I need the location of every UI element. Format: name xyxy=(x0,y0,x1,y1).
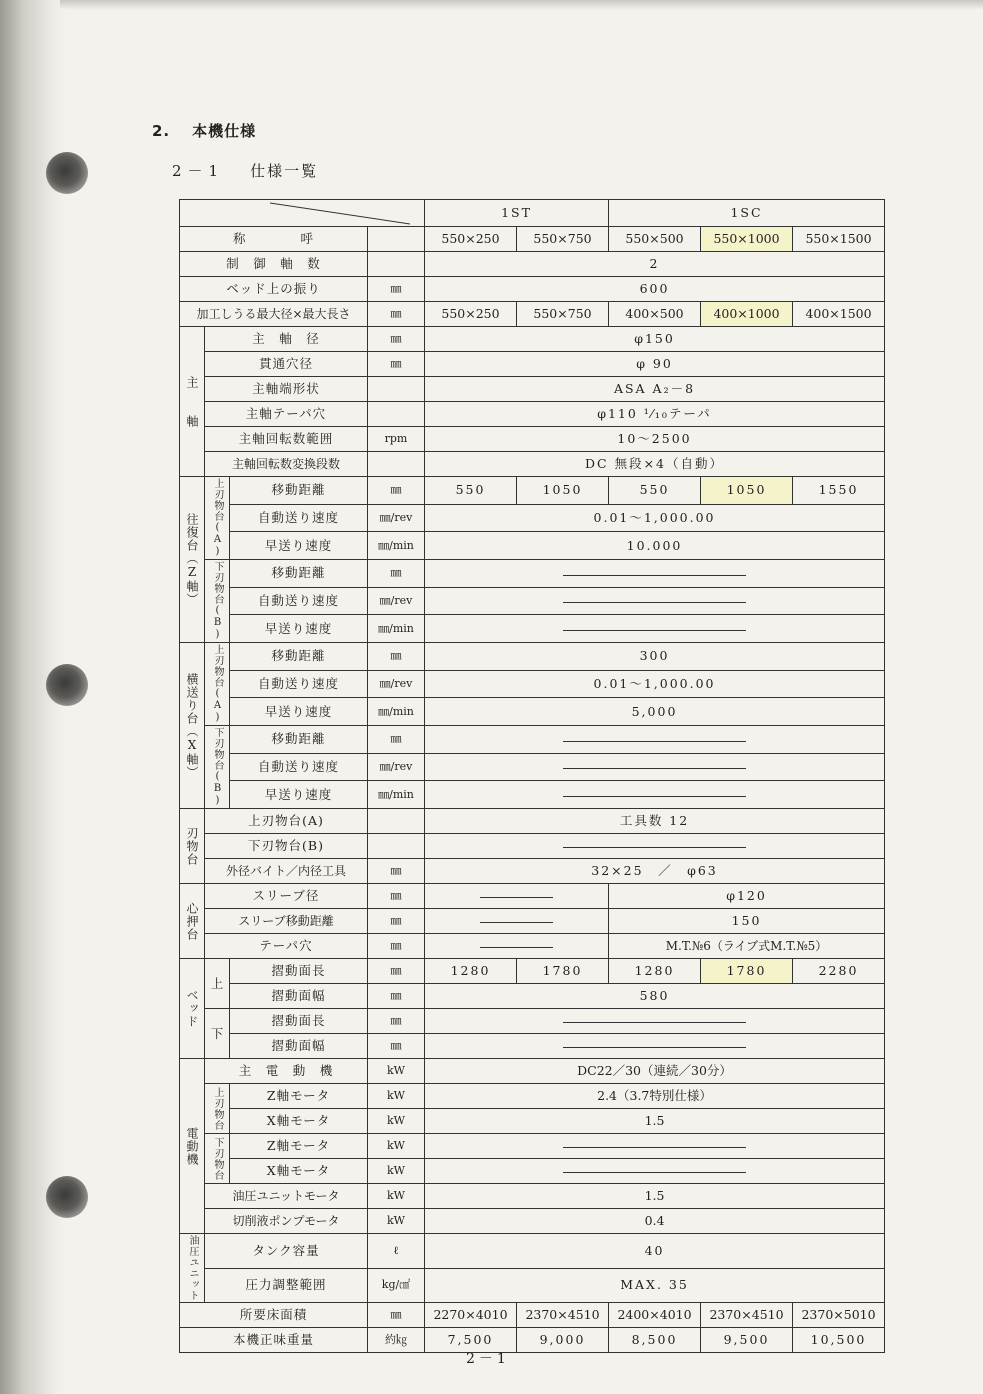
carriage-upper-rapid-unit: ㎜/min xyxy=(368,532,425,560)
cross-lower-feed-label: 自動送り速度 xyxy=(230,753,368,781)
bed-length-2: 1780 xyxy=(517,959,609,984)
spindle-label-2: 貫通穴径 xyxy=(205,352,368,377)
carriage-lower-rapid-unit: ㎜/min xyxy=(368,615,425,643)
hydraulic-pressure-label: 圧力調整範囲 xyxy=(205,1268,368,1303)
cross-lower-rapid-label: 早送り速度 xyxy=(230,781,368,809)
bed-length-1: 1280 xyxy=(425,959,517,984)
carriage-group: 往復台（Z軸） xyxy=(180,477,205,643)
spindle-group: 主 軸 xyxy=(180,327,205,477)
bed-lower-width-label: 摺動面幅 xyxy=(230,1034,368,1059)
row-axes xyxy=(180,252,885,277)
section-number: 2. xyxy=(152,122,171,140)
carriage-upper-travel-unit: ㎜ xyxy=(368,477,425,505)
hydraulic-pressure xyxy=(180,1268,885,1303)
spindle-unit-5: rpm xyxy=(368,427,425,452)
carriage-lower-feed-blank xyxy=(425,587,885,615)
tailstock-1st-blank-3 xyxy=(425,934,609,959)
turret-lower-label: 下刃物台(B) xyxy=(205,834,368,859)
punch-hole-top xyxy=(46,152,88,194)
tailstock-sleeve-dia-label: スリーブ径 xyxy=(205,884,368,909)
tailstock-sleeve-travel-label: スリーブ移動距離 xyxy=(205,909,368,934)
weight-1: 7,500 xyxy=(425,1328,517,1353)
bed-upper-width xyxy=(180,984,885,1009)
cross-upper-rapid xyxy=(180,698,885,726)
motor-coolant-value: 0.4 xyxy=(425,1209,885,1234)
spindle-value-6: DC 無段×4（自動） xyxy=(425,452,885,477)
spindle-value-3: ASA A₂－8 xyxy=(425,377,885,402)
turret-group: 刃物台 xyxy=(180,809,205,884)
motor-lower-x-label: X軸モータ xyxy=(230,1159,368,1184)
turret-lower xyxy=(180,834,885,859)
weight-label: 本機正味重量 xyxy=(180,1328,368,1353)
cross-upper-feed-label: 自動送り速度 xyxy=(230,670,368,698)
hydraulic-tank-value: 40 xyxy=(425,1234,885,1269)
spindle-label-4: 主軸テーパ穴 xyxy=(205,402,368,427)
bed-lower-width xyxy=(180,1034,885,1059)
floor-3: 2400×4010 xyxy=(609,1303,701,1328)
cross-upper-rapid-unit: ㎜/min xyxy=(368,698,425,726)
tailstock-sleeve-travel-unit: ㎜ xyxy=(368,909,425,934)
size-4: 550×1000 xyxy=(701,227,793,252)
max-work-4: 400×1000 xyxy=(701,302,793,327)
tailstock-sleeve-travel-value: 150 xyxy=(609,909,885,934)
turret-lower-blank xyxy=(425,834,885,859)
swing-value: 600 xyxy=(425,277,885,302)
motor-lower-z-blank xyxy=(425,1134,885,1159)
weight-4: 9,500 xyxy=(701,1328,793,1353)
turret-shank-label: 外径バイト／内径工具 xyxy=(205,859,368,884)
spindle-row-6 xyxy=(180,452,885,477)
bed-group: ベッド xyxy=(180,959,205,1059)
turret-tools-value: 工具数 12 xyxy=(425,809,885,834)
cross-lower-feed-blank xyxy=(425,753,885,781)
subsection-title: 仕様一覧 xyxy=(250,162,319,180)
floor-2: 2370×4510 xyxy=(517,1303,609,1328)
motor-upper-z xyxy=(180,1084,885,1109)
carriage-lower-travel-unit: ㎜ xyxy=(368,560,425,588)
floor-5: 2370×5010 xyxy=(793,1303,885,1328)
spindle-label-1: 主 軸 径 xyxy=(205,327,368,352)
turret-shank-value: 32×25 ／ φ63 xyxy=(425,859,885,884)
tailstock-taper xyxy=(180,934,885,959)
carriage-travel-3: 550 xyxy=(609,477,701,505)
carriage-upper-feed-label: 自動送り速度 xyxy=(230,504,368,532)
motor-main-value: DC22／30（連続／30分） xyxy=(425,1059,885,1084)
turret-upper-label: 上刃物台(A) xyxy=(205,809,368,834)
spindle-value-5: 10～2500 xyxy=(425,427,885,452)
tailstock-sleeve-dia xyxy=(180,884,885,909)
spindle-unit-1: ㎜ xyxy=(368,327,425,352)
bed-width-value: 580 xyxy=(425,984,885,1009)
size-5: 550×1500 xyxy=(793,227,885,252)
cross-lower-rapid xyxy=(180,781,885,809)
carriage-travel-5: 1550 xyxy=(793,477,885,505)
cross-upper-travel xyxy=(180,643,885,671)
motor-upper-x-label: X軸モータ xyxy=(230,1109,368,1134)
spindle-label-3: 主軸端形状 xyxy=(205,377,368,402)
carriage-upper-rapid-value: 10.000 xyxy=(425,532,885,560)
spindle-value-4: φ110 ¹⁄₁₀テーパ xyxy=(425,402,885,427)
motor-upper-x-unit: kW xyxy=(368,1109,425,1134)
motor-lower-z-label: Z軸モータ xyxy=(230,1134,368,1159)
motor-lower-z-unit: kW xyxy=(368,1134,425,1159)
page-number: 2－1 xyxy=(466,1351,510,1367)
cross-lower-feed-unit: ㎜/rev xyxy=(368,753,425,781)
spindle-row-2 xyxy=(180,352,885,377)
motor-coolant-label: 切削液ポンプモータ xyxy=(205,1209,368,1234)
size-2: 550×750 xyxy=(517,227,609,252)
motor-hydraulic-label: 油圧ユニットモータ xyxy=(205,1184,368,1209)
carriage-upper-group: 上刃物台(A) xyxy=(205,477,230,560)
carriage-lower-rapid xyxy=(180,615,885,643)
swing-unit: ㎜ xyxy=(368,277,425,302)
motor-main-unit: kW xyxy=(368,1059,425,1084)
floor-label: 所要床面積 xyxy=(180,1303,368,1328)
tailstock-1st-blank-2 xyxy=(425,909,609,934)
swing-label: ベッド上の振り xyxy=(180,277,368,302)
hydraulic-pressure-unit: kg/㎠ xyxy=(368,1268,425,1303)
bed-length-5: 2280 xyxy=(793,959,885,984)
scan-top-shadow xyxy=(60,0,983,10)
spindle-unit-6 xyxy=(368,452,425,477)
carriage-upper-rapid xyxy=(180,532,885,560)
cross-group: 横送り台（X軸） xyxy=(180,643,205,809)
cross-lower-group: 下刃物台(B) xyxy=(205,726,230,809)
bed-lower-length-unit: ㎜ xyxy=(368,1009,425,1034)
floor-row xyxy=(180,1303,885,1328)
cross-lower-travel xyxy=(180,726,885,754)
bed-upper-length-label: 摺動面長 xyxy=(230,959,368,984)
carriage-lower-travel-label: 移動距離 xyxy=(230,560,368,588)
spec-table xyxy=(179,199,885,1353)
tailstock-taper-value: M.T.№6（ライブ式M.T.№5） xyxy=(609,934,885,959)
bed-lower-width-blank xyxy=(425,1034,885,1059)
size-3: 550×500 xyxy=(609,227,701,252)
bed-upper-length xyxy=(180,959,885,984)
cross-upper-travel-value: 300 xyxy=(425,643,885,671)
carriage-upper-travel-label: 移動距離 xyxy=(230,477,368,505)
floor-unit: ㎜ xyxy=(368,1303,425,1328)
spindle-unit-4 xyxy=(368,402,425,427)
max-work-3: 400×500 xyxy=(609,302,701,327)
motor-main xyxy=(180,1059,885,1084)
spindle-label-6: 主軸回転数変換段数 xyxy=(205,452,368,477)
cross-upper-rapid-value: 5,000 xyxy=(425,698,885,726)
size-1: 550×250 xyxy=(425,227,517,252)
cross-lower-rapid-unit: ㎜/min xyxy=(368,781,425,809)
cross-upper-feed-value: 0.01～1,000.00 xyxy=(425,670,885,698)
carriage-travel-4: 1050 xyxy=(701,477,793,505)
row-max-work xyxy=(180,302,885,327)
carriage-lower-rapid-label: 早送り速度 xyxy=(230,615,368,643)
motor-main-label: 主 電 動 機 xyxy=(205,1059,368,1084)
bed-length-4: 1780 xyxy=(701,959,793,984)
turret-shank-unit: ㎜ xyxy=(368,859,425,884)
spindle-value-1: φ150 xyxy=(425,327,885,352)
tailstock-taper-unit: ㎜ xyxy=(368,934,425,959)
bed-lower-width-unit: ㎜ xyxy=(368,1034,425,1059)
tailstock-taper-label: テーパ穴 xyxy=(205,934,368,959)
spindle-unit-2: ㎜ xyxy=(368,352,425,377)
section-title: 本機仕様 xyxy=(192,122,257,140)
cross-lower-rapid-blank xyxy=(425,781,885,809)
hydraulic-group: 油圧ユニット xyxy=(180,1234,205,1303)
cross-upper-rapid-label: 早送り速度 xyxy=(230,698,368,726)
motor-lower-x xyxy=(180,1159,885,1184)
motor-hydraulic-value: 1.5 xyxy=(425,1184,885,1209)
motor-lower-z xyxy=(180,1134,885,1159)
cross-lower-travel-unit: ㎜ xyxy=(368,726,425,754)
bed-upper-width-unit: ㎜ xyxy=(368,984,425,1009)
bed-length-3: 1280 xyxy=(609,959,701,984)
weight-unit: 約㎏ xyxy=(368,1328,425,1353)
max-work-label: 加工しうる最大径×最大長さ xyxy=(180,302,368,327)
motor-coolant-unit: kW xyxy=(368,1209,425,1234)
bed-lower-length xyxy=(180,1009,885,1034)
weight-5: 10,500 xyxy=(793,1328,885,1353)
spindle-row-1 xyxy=(180,327,885,352)
cross-lower-feed xyxy=(180,753,885,781)
axes-unit xyxy=(368,252,425,277)
motor-upper-z-label: Z軸モータ xyxy=(230,1084,368,1109)
header-corner xyxy=(180,200,425,227)
cross-upper-travel-unit: ㎜ xyxy=(368,643,425,671)
weight-2: 9,000 xyxy=(517,1328,609,1353)
hydraulic-pressure-value: MAX. 35 xyxy=(425,1268,885,1303)
motor-upper-x xyxy=(180,1109,885,1134)
unit-cell xyxy=(368,227,425,252)
spindle-label-5: 主軸回転数範囲 xyxy=(205,427,368,452)
carriage-travel-2: 1050 xyxy=(517,477,609,505)
punch-hole-middle xyxy=(46,664,88,706)
motor-upper-x-value: 1.5 xyxy=(425,1109,885,1134)
carriage-lower-feed xyxy=(180,587,885,615)
tailstock-group: 心押台 xyxy=(180,884,205,959)
motor-upper-z-unit: kW xyxy=(368,1084,425,1109)
max-work-2: 550×750 xyxy=(517,302,609,327)
cross-lower-travel-label: 移動距離 xyxy=(230,726,368,754)
header-row-sizes xyxy=(180,227,885,252)
carriage-lower-feed-unit: ㎜/rev xyxy=(368,587,425,615)
model-1st: 1ST xyxy=(425,200,609,227)
cross-upper-feed-unit: ㎜/rev xyxy=(368,670,425,698)
carriage-upper-feed-unit: ㎜/rev xyxy=(368,504,425,532)
floor-1: 2270×4010 xyxy=(425,1303,517,1328)
header-row-models xyxy=(180,200,885,227)
carriage-lower-travel xyxy=(180,560,885,588)
model-1sc: 1SC xyxy=(609,200,885,227)
carriage-upper-feed-value: 0.01～1,000.00 xyxy=(425,504,885,532)
spindle-row-5 xyxy=(180,427,885,452)
section-heading xyxy=(152,120,256,141)
carriage-lower-travel-blank xyxy=(425,560,885,588)
carriage-upper-feed xyxy=(180,504,885,532)
cross-upper-travel-label: 移動距離 xyxy=(230,643,368,671)
cross-upper-group: 上刃物台(A) xyxy=(205,643,230,726)
carriage-upper-travel xyxy=(180,477,885,505)
bed-lower-group: 下 xyxy=(205,1009,230,1059)
hydraulic-tank xyxy=(180,1234,885,1269)
weight-3: 8,500 xyxy=(609,1328,701,1353)
carriage-lower-feed-label: 自動送り速度 xyxy=(230,587,368,615)
cross-upper-feed xyxy=(180,670,885,698)
carriage-lower-rapid-blank xyxy=(425,615,885,643)
turret-upper-unit xyxy=(368,809,425,834)
motor-lower-x-blank xyxy=(425,1159,885,1184)
bed-lower-length-label: 摺動面長 xyxy=(230,1009,368,1034)
motor-upper-group: 上刃物台 xyxy=(205,1084,230,1134)
axes-label: 制 御 軸 数 xyxy=(180,252,368,277)
carriage-travel-1: 550 xyxy=(425,477,517,505)
motor-hydraulic-unit: kW xyxy=(368,1184,425,1209)
spindle-unit-3 xyxy=(368,377,425,402)
floor-4: 2370×4510 xyxy=(701,1303,793,1328)
max-work-1: 550×250 xyxy=(425,302,517,327)
spindle-row-3 xyxy=(180,377,885,402)
motor-lower-group: 下刃物台 xyxy=(205,1134,230,1184)
carriage-upper-rapid-label: 早送り速度 xyxy=(230,532,368,560)
corner-diagonal xyxy=(180,200,425,227)
punch-hole-bottom xyxy=(46,1176,88,1218)
tailstock-sleeve-travel xyxy=(180,909,885,934)
subsection-number: 2－1 xyxy=(172,162,225,180)
max-work-unit: ㎜ xyxy=(368,302,425,327)
motor-group: 電動機 xyxy=(180,1059,205,1234)
subsection-heading xyxy=(172,160,318,181)
bed-lower-length-blank xyxy=(425,1009,885,1034)
axes-value: 2 xyxy=(425,252,885,277)
bed-upper-group: 上 xyxy=(205,959,230,1009)
item-label: 称 呼 xyxy=(180,227,368,252)
carriage-lower-group: 下刃物台(B) xyxy=(205,560,230,643)
bed-upper-length-unit: ㎜ xyxy=(368,959,425,984)
turret-lower-unit xyxy=(368,834,425,859)
tailstock-sleeve-dia-value: φ120 xyxy=(609,884,885,909)
turret-upper xyxy=(180,809,885,834)
motor-coolant xyxy=(180,1209,885,1234)
spindle-value-2: φ 90 xyxy=(425,352,885,377)
hydraulic-tank-unit: ℓ xyxy=(368,1234,425,1269)
turret-shank xyxy=(180,859,885,884)
motor-hydraulic xyxy=(180,1184,885,1209)
max-work-5: 400×1500 xyxy=(793,302,885,327)
spindle-row-4 xyxy=(180,402,885,427)
bed-upper-width-label: 摺動面幅 xyxy=(230,984,368,1009)
cross-lower-travel-blank xyxy=(425,726,885,754)
hydraulic-tank-label: タンク容量 xyxy=(205,1234,368,1269)
motor-lower-x-unit: kW xyxy=(368,1159,425,1184)
weight-row xyxy=(180,1328,885,1353)
tailstock-1st-blank-1 xyxy=(425,884,609,909)
motor-upper-z-value: 2.4（3.7特別仕様） xyxy=(425,1084,885,1109)
row-swing xyxy=(180,277,885,302)
tailstock-sleeve-dia-unit: ㎜ xyxy=(368,884,425,909)
